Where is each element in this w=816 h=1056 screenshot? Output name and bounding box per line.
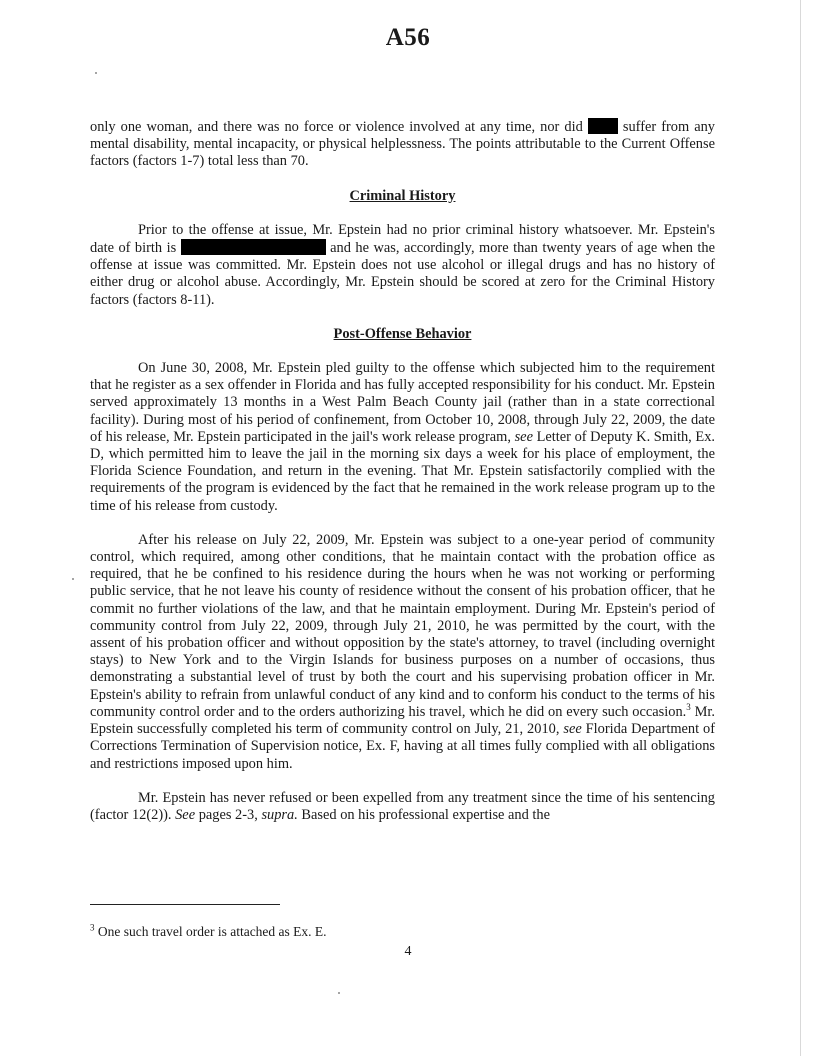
heading-criminal-history: Criminal History [349, 187, 456, 204]
footnote [90, 924, 715, 940]
scan-margin-line [800, 0, 801, 1056]
footnote-reference: 3 [686, 702, 691, 713]
text-run: After his release on July 22, 2009, Mr. Epstein was subject to a one-year period of community control, which required, among other conditions, that he maintain contact with the probation office as required, that he be confined to his residence during the hours when he was not working or performing public service, that he not leave his county of residence without the consent of his probation officer, that he commit no further violations of the law, and that he maintain employment. During Mr. Epstein's period of community control from July 22, 2009, through July 21, 2010, he was permitted by the court, with the assent of his probation officer and without opposition by the state's attorney, to travel (including overnight stays) to New York and to the Virgin Islands for business purposes on a number of occasions, thus demonstrating a substantial level of trust by both the court and his supervising probation officer in Mr. Epstein's ability to refrain from unlawful conduct of any kind and to conform his conduct to the terms of his community control order and to the orders authorizing his travel, which he did on every such occasion. [90, 531, 715, 720]
text-run: Florida Department of Corrections Termination of Supervision notice, Ex. F, having at all times fully complied with all obligations and restrictions imposed upon him. [90, 721, 715, 772]
text-run: pages 2-3, [195, 806, 262, 823]
redaction-box [588, 118, 618, 134]
italic-see: see [563, 721, 582, 738]
text-run: and he was, accordingly, more than twenty years of age when the offense at issue was committed. Mr. Epstein does not use alcohol or illegal drugs and has no history of either drug or alcohol abuse. Accordingly, Mr. Epstein should be scored at zero for the Criminal History factors (factors 8-11). [90, 240, 715, 308]
text-run: Prior to the offense at issue, Mr. Epstein had no prior criminal history whatsoever. Mr. Epstein's date of birth is [90, 221, 715, 257]
text-run: Mr. Epstein successfully completed his term of community control on July, 21, 2010, [90, 703, 715, 738]
text-run: Based on his professional expertise and the [297, 806, 551, 823]
heading-post-offense-behavior: Post-Offense Behavior [333, 325, 472, 342]
scan-speck [72, 578, 74, 580]
italic-supra: supra. [261, 806, 298, 823]
footnote-text: One such travel order is attached as Ex. E. [94, 924, 327, 939]
text-run: Mr. Epstein has never refused or been expelled from any treatment since the time of his sentencing (factor 12(2)). [90, 789, 715, 823]
footnote-marker: 3 [90, 922, 95, 933]
italic-see: see [514, 428, 533, 445]
redaction-box [181, 239, 326, 255]
italic-see: See [175, 806, 196, 823]
scan-speck [338, 992, 340, 994]
text-run: On June 30, 2008, Mr. Epstein pled guilty to the offense which subjected him to the requirement that he register as a sex offender in Florida and has fully accepted responsibility for his conduct. Mr. Epstein served approximately 13 months in a West Palm Beach County jail (rather than in a state correctional facility). During most of his period of confinement, from October 10, 2008, through July 22, 2009, the date of his release, Mr. Epstein participated in the jail's work release program, [90, 360, 715, 445]
scan-speck [95, 72, 97, 74]
text-run: Letter of Deputy K. Smith, Ex. D, which permitted him to leave the jail in the morning six days a week for his place of employment, the Florida Science Foundation, and return in the evening. That Mr. Epstein satisfactorily complied with the requirements of the program is evidenced by the fact that he remained in the work release program up to the time of his release from custody. [90, 428, 715, 514]
paragraph-post-offense-1 [90, 360, 715, 515]
footnote-divider [90, 904, 280, 905]
text-run: only one woman, and there was no force or violence involved at any time, nor did [90, 119, 588, 135]
paragraph-criminal-history [90, 222, 715, 309]
document-body [90, 118, 715, 841]
text-run: suffer from any mental disability, mental incapacity, or physical helplessness. The points attributable to the Current Offense factors (factors 1-7) total less than 70. [90, 119, 715, 170]
page-number: 4 [404, 944, 412, 959]
paragraph-current-offense [90, 118, 715, 171]
paragraph-post-offense-3 [90, 790, 715, 824]
page-label: A56 [385, 24, 431, 51]
paragraph-post-offense-2 [90, 532, 715, 773]
